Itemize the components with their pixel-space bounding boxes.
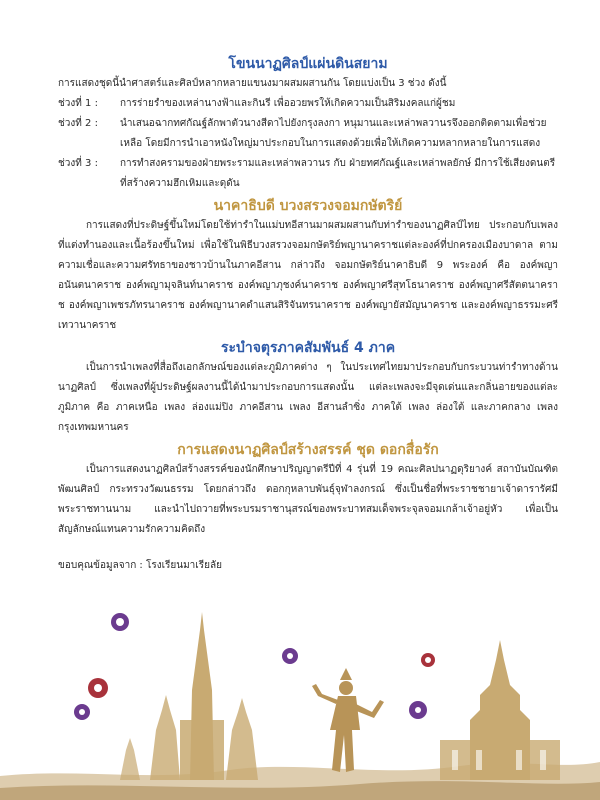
palace-silhouette-icon [440,640,560,780]
section2-body: การแสดงที่ประดิษฐ์ขึ้นใหม่โดยใช้ท่ารำในแม่บทอีสานมาผสมผสานกับท่ารำของนาฏศิลป์ไทย ประกอบกับเพลงที่แต่งทำนองและเนื้อร้องขึ้นใหม่ เพื่อใช้ในพิธีบวงสรวงจอมกษัตริย์พญานาคราชแต่ละองค์ที่ปกครองเมืองบาดาล ตามความเชื่อและความศรัทธาของชาวบ้านในภาคอีสาน กล่าวถึง จอมกษัตริย์นาคาธิบดี 9 พระองค์ คือ องค์พญาอนันตนาคราช องค์พญามุจลินท์นาคราช องค์พญาภุชงค์นาคราช องค์พญาศรีสุทโธนาคราช องค์พญาศรีสัตตนาคราช องค์พญาเพชรภัทรนาคราช องค์พญานาคดำแสนสิริจันทรนาคราช องค์พญายัสมัญนาคราช และองค์พญาธรรมะศรีเทวานาคราช [58,220,558,331]
section3-title: ระบำจตุรภาคสัมพันธ์ 4 ภาค [220,340,396,356]
part-text: การทำสงครามของฝ่ายพระรามและเหล่าพลวานร กับ ฝ่ายทศกัณฐ์และเหล่าพลยักษ์ มีการใช้เสียงดนตรีที่สร้างความฮึกเหิมและดุดัน [120,158,556,189]
part-label: ช่วงที่ 3 : [58,158,98,169]
decorative-scene [0,600,600,800]
part-text: นำเสนอฉากทศกัณฐ์ลักพาตัวนางสีดาไปยังกรุงลงกา หนุมานและเหล่าพลวานรจึงออกติดตามเพื่อช่วยเหลือ โดยมีการนำเอาหนังใหญ่มาประกอบในการแสดงด้วยเพื่อให้เกิดความหลากหลายในการแสดง [120,118,547,149]
section1-parts [58,94,558,194]
part-row [58,154,558,194]
part-label: ช่วงที่ 2 : [58,118,98,129]
section4-title: การแสดงนาฏศิลป์สร้างสรรค์ ชุด ดอกสื่อรัก [177,442,439,458]
dancer-figure-icon [312,668,384,772]
section1-intro: การแสดงชุดนี้นำศาสตร์และศิลป์หลากหลายแขนงมาผสมผสานกัน โดยแบ่งเป็น 3 ช่วง ดังนี้ [58,78,447,89]
section2-title: นาคาธิบดี บวงสรวงจอมกษัตริย์ [213,198,403,214]
credit-line: ขอบคุณข้อมูลจาก : โรงเรียนมาเรียลัย [58,560,222,571]
temple-prang-icon [120,612,258,780]
part-row [58,94,558,114]
part-row [58,114,558,154]
section1-title: โขนนาฏศิลป์แผ่นดินสยาม [228,56,388,72]
section3-body: เป็นการนำเพลงที่สื่อถึงเอกลักษณ์ของแต่ละภูมิภาคต่าง ๆ ในประเทศไทยมาประกอบกับกระบวนท่ารำทางด้านนาฏศิลป์ ซึ่งเพลงที่ผู้ประดิษฐ์ผลงานนี้ได้นำมาประกอบการแสดงนั้น แต่ละเพลงจะมีจุดเด่นและกลิ่นอายของแต่ละภูมิภาค คือ ภาคเหนือ เพลง ล่องแม่ปิง ภาคอีสาน เพลง อีสานลำซิ่ง ภาคใต้ เพลง ล่องใต้ และภาคกลาง เพลง กรุงเทพมหานคร [58,362,558,433]
article [58,54,558,586]
part-label: ช่วงที่ 1 : [58,98,98,109]
section4-body: เป็นการแสดงนาฏศิลป์สร้างสรรค์ของนักศึกษาปริญญาตรีปีที่ 4 รุ่นที่ 19 คณะศิลปนาฏดุริยางค์ สถาบันบัณฑิตพัฒนศิลป์ กระทรวงวัฒนธรรม โดยกล่าวถึง ดอกกุหลาบพันธุ์จุฬาลงกรณ์ ซึ่งเป็นชื่อที่พระราชชายาเจ้าดารารัศมีพระราชทานนาม และนำไปถวายที่พระบรมราชานุสรณ์ของพระบาทสมเด็จพระจุลจอมเกล้าเจ้าอยู่หัว เพื่อเป็นสัญลักษณ์แทนความรักความคิดถึง [58,464,558,535]
part-text: การร่ายรำของเหล่านางฟ้าและกินรี เพื่ออวยพรให้เกิดความเป็นสิริมงคลแก่ผู้ชม [120,98,456,109]
